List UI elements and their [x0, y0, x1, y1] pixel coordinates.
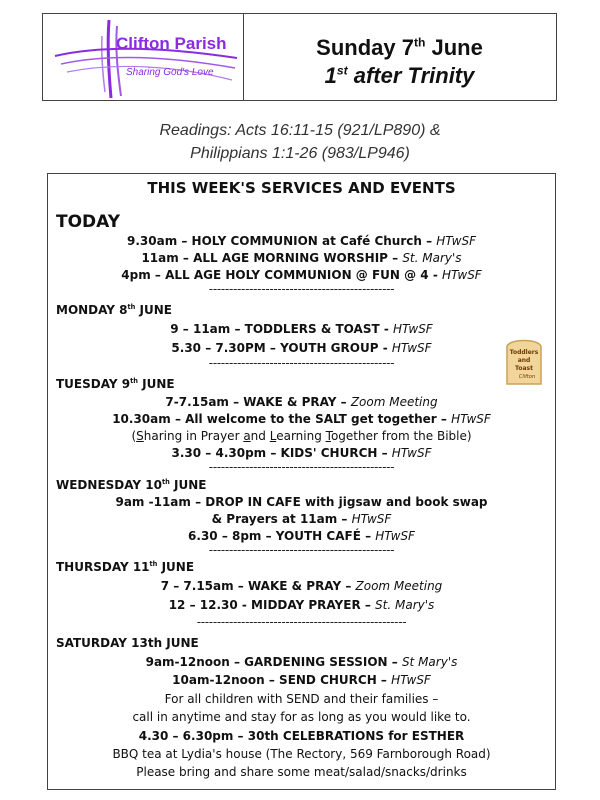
monday-title: MONDAY 8th JUNE	[56, 303, 173, 317]
wednesday-event-3: 6.30 – 8pm – YOUTH CAFÉ – HTwSF	[188, 529, 415, 543]
toast-text-2: and	[517, 357, 531, 364]
wednesday-event-1: 9am -11am – DROP IN CAFE with jigsaw and book swap	[115, 495, 488, 509]
toast-text-4: Clifton	[518, 374, 536, 380]
page-title-occasion: 1st after Trinity	[324, 63, 475, 88]
services-heading: THIS WEEK'S SERVICES AND EVENTS	[147, 179, 456, 197]
separator: ----------------------------------------------	[208, 460, 395, 474]
saturday-event-1: 9am-12noon – GARDENING SESSION – St Mary's	[145, 655, 458, 669]
today-title: TODAY	[56, 212, 120, 232]
readings	[40, 119, 560, 165]
separator: ----------------------------------------------	[208, 282, 395, 296]
wednesday-title: WEDNESDAY 10th JUNE	[56, 478, 207, 492]
toast-text-3: Toast	[515, 365, 533, 372]
thursday-title: THURSDAY 11th JUNE	[56, 560, 195, 574]
thursday-event-2: 12 – 12.30 - MIDDAY PRAYER – St. Mary's	[168, 598, 435, 612]
separator: ----------------------------------------------	[208, 356, 395, 370]
separator: ----------------------------------------------	[208, 543, 395, 557]
tuesday-title: TUESDAY 9th JUNE	[56, 377, 175, 391]
today-event-1: 9.30am – HOLY COMMUNION at Café Church – HTwSF	[126, 234, 476, 248]
today-event-2: 11am – ALL AGE MORNING WORSHIP – St. Mary's	[141, 251, 462, 265]
services-box	[47, 173, 556, 790]
wednesday-event-2: & Prayers at 11am – HTwSF	[211, 512, 392, 526]
thursday-event-1: 7 – 7.15am – WAKE & PRAY – Zoom Meeting	[160, 579, 443, 593]
readings-line-1: Readings: Acts 16:11-15 (921/LP890) &	[159, 122, 441, 139]
saturday-send-note-2: call in anytime and stay for as long as you would like to.	[132, 710, 471, 724]
tuesday-event-4: 3.30 – 4.30pm – KIDS' CHURCH – HTwSF	[171, 446, 432, 460]
page-title-date: Sunday 7th June	[316, 35, 483, 60]
today-event-3: 4pm – ALL AGE HOLY COMMUNION @ FUN @ 4 - HTwSF	[121, 268, 482, 282]
saturday-title: SATURDAY 13th JUNE	[56, 636, 199, 650]
saturday-bbq-note: BBQ tea at Lydia's house (The Rectory, 569 Farnborough Road)	[112, 747, 491, 761]
toast-text-1: Toddlers	[509, 349, 539, 356]
saturday-send-note-1: For all children with SEND and their families –	[164, 692, 439, 706]
saturday-event-3: 4.30 – 6.30pm – 30th CELEBRATIONS for ESTHER	[138, 729, 465, 743]
header-box	[42, 13, 557, 101]
cross-logo-icon	[47, 16, 242, 100]
saturday-event-2: 10am-12noon – SEND CHURCH – HTwSF	[172, 673, 431, 687]
tuesday-event-1: 7-7.15am – WAKE & PRAY – Zoom Meeting	[165, 395, 438, 409]
monday-event-1: 9 – 11am – TODDLERS & TOAST - HTwSF	[170, 322, 433, 336]
readings-line-2: Philippians 1:1-26 (983/LP946)	[190, 145, 410, 162]
title-box	[243, 14, 556, 100]
tuesday-event-2: 10.30am – All welcome to the SALT get together – HTwSF	[112, 412, 491, 426]
tuesday-salt-note: (Sharing in Prayer and Learning Together from the Bible)	[131, 429, 472, 443]
monday-event-2: 5.30 – 7.30PM – YOUTH GROUP - HTwSF	[171, 341, 432, 355]
saturday-bring-note: Please bring and share some meat/salad/snacks/drinks	[136, 765, 467, 779]
logo-tagline: Sharing God's Love	[126, 67, 214, 78]
logo-name: Clifton Parish	[116, 34, 227, 53]
separator: ----------------------------------------------------	[196, 615, 407, 629]
logo-box	[43, 14, 244, 100]
